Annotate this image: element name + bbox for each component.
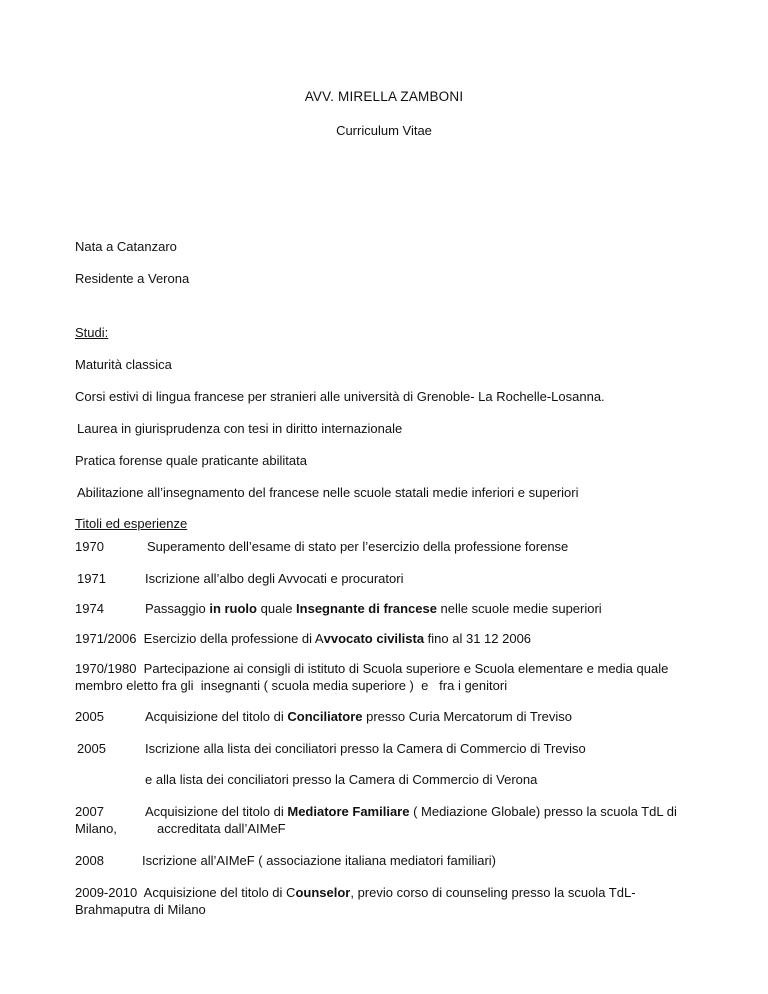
studi-item: Pratica forense quale praticante abilitata: [75, 453, 307, 468]
entry-year: 1971/2006: [75, 631, 137, 646]
titoli-heading: [75, 515, 187, 532]
entry-text-part: Acquisizione del titolo di: [145, 709, 288, 724]
entry-year: 2005: [75, 709, 104, 724]
entry-text: Iscrizione alla lista dei conciliatori presso la Camera di Commercio di Treviso: [145, 741, 586, 756]
entry-text-part: ( Mediazione Globale) presso la scuola TdL di: [409, 804, 677, 819]
entry-year: 2007: [75, 804, 104, 819]
document-subtitle: Curriculum Vitae: [336, 123, 432, 138]
entry-text-part: nelle scuole medie superiori: [436, 601, 602, 616]
studi-item: Abilitazione all’insegnamento del francese nelle scuole statali medie inferiori e superiori: [77, 485, 579, 500]
entry-line: [75, 660, 705, 694]
entry-line: [75, 884, 705, 918]
entry-text-bold: vvocato civilista: [323, 631, 425, 646]
entry-text: Iscrizione all’AIMeF ( associazione italiana mediatori familiari): [142, 853, 497, 868]
entry-text-part: presso Curia Mercatorum di Treviso: [362, 709, 572, 724]
titoli-heading-text: Titoli ed esperienze: [75, 516, 188, 531]
entry-text: [145, 708, 572, 725]
entry-text-part: Acquisizione del titolo di C: [137, 885, 296, 900]
entry-text-part: quale: [257, 601, 297, 616]
studi-item: Laurea in giurisprudenza con tesi in diritto internazionale: [77, 421, 403, 436]
entry-text-part: Partecipazione ai consigli di istituto di Scuola superiore e Scuola elementare e media quale membro eletto fra gli insegnanti ( scuola media superiore ) e fra i genitori: [75, 661, 672, 693]
entry-text-part: Acquisizione del titolo di: [145, 804, 288, 819]
entry-line: [75, 630, 531, 647]
entry-year: 1974: [75, 601, 104, 616]
entry-year: 2005: [77, 741, 106, 756]
entry-year: 2008: [75, 853, 104, 868]
entry-year-continued: Milano,: [75, 821, 117, 836]
entry-text: Superamento dell’esame di stato per l’esercizio della professione forense: [147, 539, 569, 554]
residence: Residente a Verona: [75, 271, 190, 286]
studi-item: Maturità classica: [75, 357, 172, 372]
entry-text-bold: Mediatore Familiare: [287, 804, 410, 819]
entry-text-part: , previo corso di counseling presso la scuola TdL-Brahmaputra di Milano: [75, 885, 636, 917]
entry-text: accreditata dall’AIMeF: [157, 821, 286, 836]
document-title: AVV. MIRELLA ZAMBONI: [304, 89, 464, 104]
studi-heading: [75, 324, 108, 341]
studi-item: Corsi estivi di lingua francese per stranieri alle università di Grenoble- La Rochelle-Losanna.: [75, 389, 605, 404]
entry-text: [145, 600, 602, 617]
entry-text-part: fino al 31 12 2006: [424, 631, 532, 646]
studi-heading-text: Studi:: [75, 325, 109, 340]
entry-year: 2009-2010: [75, 885, 138, 900]
birthplace: Nata a Catanzaro: [75, 239, 177, 254]
entry-year: 1971: [77, 571, 106, 586]
entry-text: [145, 803, 677, 820]
entry-year: 1970/1980: [75, 661, 137, 676]
entry-text-bold: Conciliatore: [287, 709, 363, 724]
entry-text: Iscrizione all’albo degli Avvocati e procuratori: [145, 571, 404, 586]
entry-text-bold: Insegnante di francese: [296, 601, 437, 616]
entry-text-part: Esercizio della professione di A: [136, 631, 324, 646]
entry-text: e alla lista dei conciliatori presso la Camera di Commercio di Verona: [145, 772, 538, 787]
entry-year: 1970: [75, 539, 104, 554]
entry-text-part: Passaggio: [145, 601, 210, 616]
entry-text-bold: ounselor: [295, 885, 351, 900]
entry-text-bold: in ruolo: [209, 601, 257, 616]
